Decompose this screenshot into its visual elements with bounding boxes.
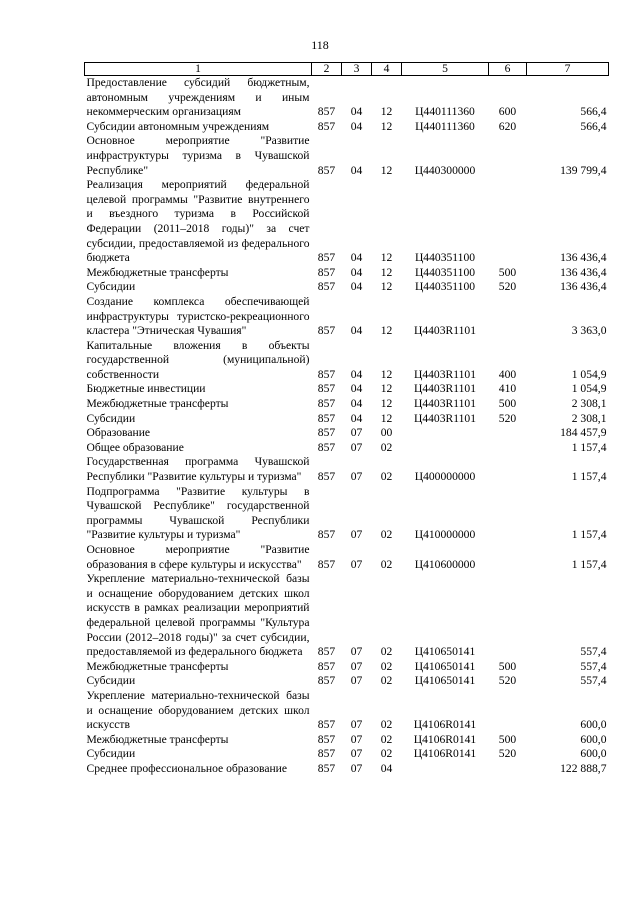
table-row <box>85 339 609 383</box>
row-name: Бюджетные инвестиции <box>86 382 206 396</box>
amount: 1 054,9 <box>571 382 607 396</box>
row-name: Государственная программа Чувашской Республики "Развитие культуры и туризма" <box>86 455 310 484</box>
target-article-code: Ц440111360 <box>415 119 475 133</box>
section-code: 07 <box>350 440 363 454</box>
ministry-code: 857 <box>317 105 336 119</box>
expense-type-code: 500 <box>498 265 517 279</box>
expense-type-code: 500 <box>498 397 517 411</box>
target-article-code: Ц410650141 <box>414 659 476 673</box>
subsection-code: 02 <box>380 528 393 542</box>
expense-type-code: 500 <box>498 659 517 673</box>
target-article-code: Ц440111360 <box>415 105 475 119</box>
section-code: 07 <box>350 747 363 761</box>
table-row <box>85 295 609 339</box>
subsection-code: 12 <box>380 397 393 411</box>
target-article-code: Ц4106R0141 <box>413 732 477 746</box>
amount: 566,4 <box>580 105 607 119</box>
ministry-code: 857 <box>317 659 336 673</box>
ministry-code: 857 <box>317 411 336 425</box>
expense-type-code <box>489 134 527 178</box>
target-article-code <box>402 762 489 777</box>
column-header: 6 <box>489 63 527 76</box>
expense-type-code <box>489 485 527 543</box>
amount: 557,4 <box>580 674 607 688</box>
amount: 600,0 <box>580 718 607 732</box>
table-row <box>85 120 609 135</box>
section-code: 07 <box>350 557 363 571</box>
table-row <box>85 455 609 484</box>
table-row <box>85 733 609 748</box>
expense-type-code: 520 <box>498 674 517 688</box>
row-name: Капитальные вложения в объекты государственной (муниципальной) собственности <box>86 338 310 381</box>
section-code: 07 <box>350 718 363 732</box>
row-name: Предоставление субсидий бюджетным, автономным учреждениям и иным некоммерческим организациям <box>86 76 310 119</box>
amount: 2 308,1 <box>571 397 607 411</box>
ministry-code: 857 <box>317 747 336 761</box>
row-name: Субсидии <box>86 411 136 425</box>
row-name: Образование <box>86 426 151 440</box>
subsection-code: 12 <box>380 280 393 294</box>
expense-type-code: 520 <box>498 280 517 294</box>
section-code: 04 <box>350 265 363 279</box>
section-code: 04 <box>350 251 363 265</box>
target-article-code: Ц440351100 <box>414 265 476 279</box>
subsection-code: 12 <box>380 324 393 338</box>
section-code: 07 <box>350 659 363 673</box>
amount: 600,0 <box>580 747 607 761</box>
page-number: 118 <box>311 38 329 52</box>
table-row <box>85 485 609 543</box>
column-header: 5 <box>402 63 489 76</box>
row-name: Подпрограмма "Развитие культуры в Чувашской Республике" государственной программы Чувашской Республики "Развитие культуры и туризма" <box>86 484 310 542</box>
target-article-code: Ц4106R0141 <box>413 718 477 732</box>
section-code: 07 <box>350 426 363 440</box>
expense-type-code <box>489 295 527 339</box>
amount: 1 157,4 <box>571 470 607 484</box>
amount: 136 436,4 <box>560 251 607 265</box>
column-header: 4 <box>372 63 402 76</box>
table-body <box>85 76 609 777</box>
column-number-row <box>85 63 609 76</box>
subsection-code: 02 <box>380 440 393 454</box>
section-code: 04 <box>350 397 363 411</box>
ministry-code: 857 <box>317 732 336 746</box>
ministry-code: 857 <box>317 440 336 454</box>
section-code: 04 <box>350 411 363 425</box>
target-article-code: Ц400000000 <box>414 470 476 484</box>
ministry-code: 857 <box>317 426 336 440</box>
row-name: Основное мероприятие "Развитие инфраструктуры туризма в Чувашской Республике" <box>86 134 310 177</box>
amount: 139 799,4 <box>560 163 607 177</box>
amount: 1 054,9 <box>571 367 607 381</box>
table-row <box>85 762 609 777</box>
section-code: 04 <box>350 105 363 119</box>
row-name: Субсидии <box>86 674 136 688</box>
target-article-code: Ц4403R1101 <box>413 324 477 338</box>
column-header: 7 <box>527 63 609 76</box>
subsection-code: 12 <box>380 367 393 381</box>
section-code: 07 <box>350 732 363 746</box>
row-name: Межбюджетные трансферты <box>86 732 229 746</box>
target-article-code: Ц410000000 <box>414 528 476 542</box>
section-code: 07 <box>350 761 363 775</box>
subsection-code: 02 <box>380 732 393 746</box>
subsection-code: 12 <box>380 411 393 425</box>
row-name: Реализация мероприятий федеральной целевой программы "Развитие внутреннего и въездного туризма в Российской Федерации (2011–2018 годы)" за счет субсидии, предоставляемой из федерального бюджета <box>86 178 310 265</box>
row-name: Межбюджетные трансферты <box>86 265 229 279</box>
table-row <box>85 660 609 675</box>
table-row <box>85 441 609 456</box>
table-row <box>85 266 609 281</box>
ministry-code: 857 <box>317 674 336 688</box>
ministry-code: 857 <box>317 163 336 177</box>
row-name: Основное мероприятие "Развитие образования в сфере культуры и искусства" <box>86 543 310 571</box>
target-article-code: Ц4403R1101 <box>413 397 477 411</box>
section-code: 04 <box>350 280 363 294</box>
ministry-code: 857 <box>317 367 336 381</box>
expense-type-code: 600 <box>498 105 517 119</box>
section-code: 04 <box>350 382 363 396</box>
ministry-code: 857 <box>317 280 336 294</box>
row-name: Субсидии автономным учреждениям <box>86 119 270 133</box>
section-code: 07 <box>350 470 363 484</box>
ministry-code: 857 <box>317 382 336 396</box>
amount: 600,0 <box>580 732 607 746</box>
subsection-code: 02 <box>380 557 393 571</box>
subsection-code: 02 <box>380 470 393 484</box>
table-row <box>85 572 609 660</box>
expense-type-code <box>489 543 527 572</box>
table-row <box>85 382 609 397</box>
section-code: 04 <box>350 367 363 381</box>
ministry-code: 857 <box>317 718 336 732</box>
expense-type-code <box>489 455 527 484</box>
subsection-code: 02 <box>380 659 393 673</box>
table-row <box>85 674 609 689</box>
expense-type-code: 410 <box>498 382 517 396</box>
expense-type-code <box>489 441 527 456</box>
table-row <box>85 134 609 178</box>
row-name: Субсидии <box>86 747 136 761</box>
table-row <box>85 747 609 762</box>
row-name: Межбюджетные трансферты <box>86 659 229 673</box>
target-article-code: Ц410650141 <box>414 674 476 688</box>
amount: 1 157,4 <box>571 440 607 454</box>
expense-type-code: 520 <box>498 411 517 425</box>
expense-type-code: 500 <box>498 732 517 746</box>
amount: 136 436,4 <box>560 280 607 294</box>
target-article-code <box>402 426 489 441</box>
section-code: 07 <box>350 645 363 659</box>
subsection-code: 00 <box>380 426 393 440</box>
table-row <box>85 280 609 295</box>
expense-type-code <box>489 572 527 660</box>
section-code: 07 <box>350 674 363 688</box>
amount: 3 363,0 <box>571 324 607 338</box>
budget-table <box>84 62 609 777</box>
subsection-code: 12 <box>380 265 393 279</box>
subsection-code: 12 <box>380 119 393 133</box>
subsection-code: 02 <box>380 747 393 761</box>
amount: 1 157,4 <box>571 557 607 571</box>
amount: 566,4 <box>580 119 607 133</box>
expense-type-code: 400 <box>498 367 517 381</box>
ministry-code: 857 <box>317 265 336 279</box>
table-row <box>85 76 609 120</box>
ministry-code: 857 <box>317 470 336 484</box>
table-row <box>85 397 609 412</box>
target-article-code: Ц440351100 <box>414 251 476 265</box>
target-article-code: Ц4403R1101 <box>413 411 477 425</box>
expense-type-code <box>489 762 527 777</box>
amount: 2 308,1 <box>571 411 607 425</box>
expense-type-code <box>489 689 527 733</box>
section-code: 04 <box>350 324 363 338</box>
target-article-code: Ц4403R1101 <box>413 367 477 381</box>
subsection-code: 12 <box>380 382 393 396</box>
ministry-code: 857 <box>317 397 336 411</box>
table-row <box>85 178 609 266</box>
target-article-code <box>402 441 489 456</box>
subsection-code: 12 <box>380 251 393 265</box>
ministry-code: 857 <box>317 119 336 133</box>
ministry-code: 857 <box>317 761 336 775</box>
expense-type-code <box>489 178 527 266</box>
subsection-code: 12 <box>380 105 393 119</box>
row-name: Создание комплекса обеспечивающей инфраструктуры туристско-рекреационного кластера "Этническая Чувашия" <box>86 294 310 338</box>
amount: 122 888,7 <box>560 761 607 775</box>
target-article-code: Ц410600000 <box>414 557 476 571</box>
target-article-code: Ц410650141 <box>414 645 476 659</box>
ministry-code: 857 <box>317 528 336 542</box>
table-row <box>85 543 609 572</box>
column-header: 2 <box>312 63 342 76</box>
target-article-code: Ц4403R1101 <box>413 382 477 396</box>
expense-type-code: 520 <box>498 747 517 761</box>
ministry-code: 857 <box>317 324 336 338</box>
target-article-code: Ц440300000 <box>414 163 476 177</box>
section-code: 04 <box>350 163 363 177</box>
column-header: 1 <box>85 63 312 76</box>
row-name: Субсидии <box>86 280 136 294</box>
ministry-code: 857 <box>317 557 336 571</box>
subsection-code: 02 <box>380 645 393 659</box>
row-name: Укрепление материально-технической базы и оснащение оборудованием детских школ искусств в рамках реализации мероприятий федеральной целевой программы "Культура России (2012–2018 годы)" за счет субсидии, предоставляемой из федерального бюджета <box>86 572 310 659</box>
target-article-code: Ц4106R0141 <box>413 747 477 761</box>
amount: 557,4 <box>580 645 607 659</box>
ministry-code: 857 <box>317 645 336 659</box>
subsection-code: 02 <box>380 674 393 688</box>
amount: 557,4 <box>580 659 607 673</box>
row-name: Общее образование <box>86 440 184 454</box>
row-name: Межбюджетные трансферты <box>86 397 229 411</box>
table-row <box>85 412 609 427</box>
row-name: Укрепление материально-технической базы и оснащение оборудованием детских школ искусств <box>86 688 310 732</box>
table-row <box>85 426 609 441</box>
table-row <box>85 689 609 733</box>
ministry-code: 857 <box>317 251 336 265</box>
row-name: Среднее профессиональное образование <box>86 761 288 775</box>
subsection-code: 02 <box>380 718 393 732</box>
amount: 184 457,9 <box>560 426 607 440</box>
subsection-code: 12 <box>380 163 393 177</box>
section-code: 07 <box>350 528 363 542</box>
column-header: 3 <box>342 63 372 76</box>
expense-type-code <box>489 426 527 441</box>
amount: 1 157,4 <box>571 528 607 542</box>
amount: 136 436,4 <box>560 265 607 279</box>
subsection-code: 04 <box>380 761 393 775</box>
target-article-code: Ц440351100 <box>414 280 476 294</box>
expense-type-code: 620 <box>498 119 517 133</box>
section-code: 04 <box>350 119 363 133</box>
